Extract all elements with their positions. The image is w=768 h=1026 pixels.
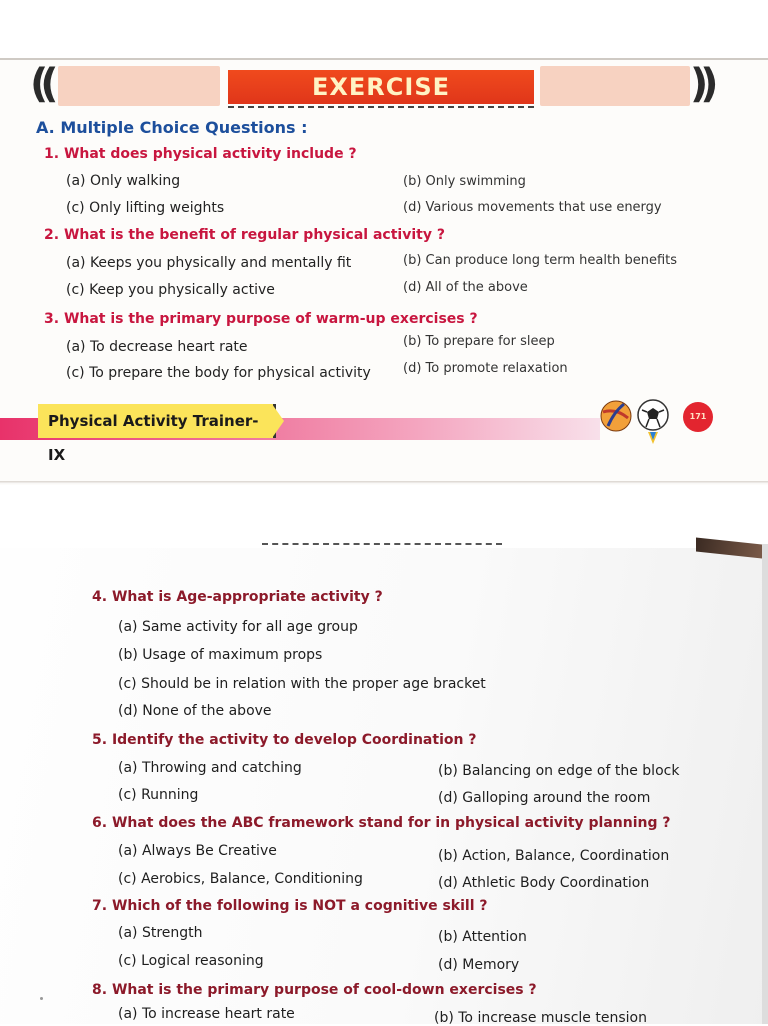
option-6d: (d) Athletic Body Coordination (438, 875, 650, 891)
question-number: 2. (44, 227, 60, 243)
soccer-ball-icon (634, 396, 672, 448)
question-3 (44, 311, 478, 327)
option-8b: (b) To increase muscle tension (434, 1010, 647, 1026)
option-3a: (a) To decrease heart rate (66, 339, 248, 355)
exercise-title: EXERCISE (228, 70, 534, 104)
option-4d: (d) None of the above (118, 703, 272, 719)
option-3c: (c) To prepare the body for physical activity (66, 365, 371, 381)
section-heading: A. Multiple Choice Questions : (36, 118, 308, 137)
option-4b: (b) Usage of maximum props (118, 647, 323, 663)
question-text: What is Age-appropriate activity ? (111, 589, 383, 605)
question-6 (92, 815, 671, 831)
option-5d: (d) Galloping around the room (438, 790, 651, 806)
option-2d: (d) All of the above (403, 280, 528, 295)
question-text: What does the ABC framework stand for in physical activity planning ? (111, 815, 671, 831)
question-7 (92, 898, 488, 914)
option-1b: (b) Only swimming (403, 174, 526, 189)
question-text: What is the primary purpose of cool-down exercises ? (111, 982, 537, 998)
question-text: Which of the following is NOT a cognitive skill ? (111, 898, 488, 914)
page-top-rule (262, 543, 502, 545)
page-right-edge (762, 544, 768, 1024)
option-1a: (a) Only walking (66, 173, 181, 189)
bottom-page (0, 548, 768, 1024)
question-text: Identify the activity to develop Coordination ? (111, 732, 477, 748)
left-bracket-decoration: (( (30, 61, 51, 107)
right-bracket-decoration: )) (690, 61, 711, 107)
option-6c: (c) Aerobics, Balance, Conditioning (118, 871, 363, 887)
option-7b: (b) Attention (438, 929, 527, 945)
volleyball-icon (598, 398, 634, 434)
title-band-right (540, 66, 690, 106)
question-number: 5. (92, 732, 108, 748)
title-band-left (58, 66, 220, 106)
option-2b: (b) Can produce long term health benefits (403, 253, 678, 268)
book-title-tail (272, 404, 284, 438)
page-number: 171 (683, 402, 713, 432)
option-6a: (a) Always Be Creative (118, 843, 277, 859)
question-text: What does physical activity include ? (63, 146, 357, 162)
option-8a: (a) To increase heart rate (118, 1006, 295, 1022)
book-title: Physical Activity Trainer-IX (38, 404, 276, 438)
question-text: What is the primary purpose of warm-up exercises ? (63, 311, 478, 327)
option-4c: (c) Should be in relation with the proper age bracket (118, 676, 486, 692)
question-number: 6. (92, 815, 108, 831)
question-2 (44, 227, 445, 243)
option-3d: (d) To promote relaxation (403, 361, 568, 376)
question-number: 8. (92, 982, 108, 998)
option-1d: (d) Various movements that use energy (403, 200, 662, 215)
question-text: What is the benefit of regular physical activity ? (63, 227, 445, 243)
question-4 (92, 589, 383, 605)
option-5c: (c) Running (118, 787, 199, 803)
option-2c: (c) Keep you physically active (66, 282, 275, 298)
question-8 (92, 982, 537, 998)
title-underline (228, 106, 534, 108)
option-5a: (a) Throwing and catching (118, 760, 302, 776)
option-2a: (a) Keeps you physically and mentally fit (66, 255, 352, 271)
option-1c: (c) Only lifting weights (66, 200, 225, 216)
question-5 (92, 732, 476, 748)
question-number: 3. (44, 311, 60, 327)
option-4a: (a) Same activity for all age group (118, 619, 358, 635)
option-7c: (c) Logical reasoning (118, 953, 264, 969)
option-6b: (b) Action, Balance, Coordination (438, 848, 670, 864)
option-7a: (a) Strength (118, 925, 203, 941)
question-1 (44, 146, 357, 162)
question-number: 1. (44, 146, 60, 162)
page-edge (0, 481, 768, 484)
page-speck (40, 997, 43, 1000)
option-7d: (d) Memory (438, 957, 520, 973)
option-5b: (b) Balancing on edge of the block (438, 763, 680, 779)
question-number: 4. (92, 589, 108, 605)
option-3b: (b) To prepare for sleep (403, 334, 555, 349)
question-number: 7. (92, 898, 108, 914)
